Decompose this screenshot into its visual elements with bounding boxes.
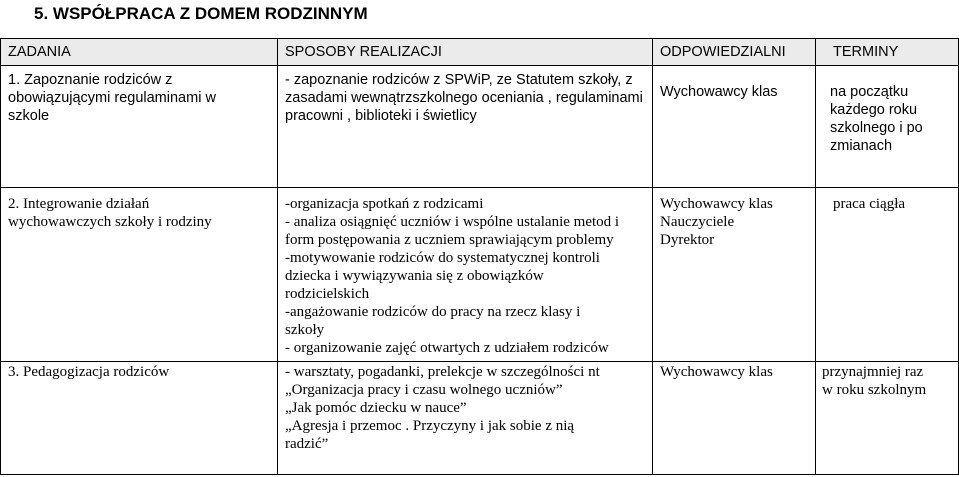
column-border <box>815 38 816 475</box>
section-title: 5. WSPÓŁPRACA Z DOMEM RODZINNYM <box>34 4 368 23</box>
row-1-zadanie <box>8 71 216 125</box>
cell-line: „Jak pomóc dziecku w nauce” <box>285 400 467 416</box>
cell-line: praca ciągła <box>833 196 906 212</box>
column-border <box>652 38 653 475</box>
header-zadania: ZADANIA <box>8 44 71 60</box>
cell-line: -angażowanie rodziców do pracy na rzecz klasy i <box>285 304 581 320</box>
cell-line: na początku <box>830 84 909 100</box>
cell-line: - organizowanie zajęć otwartych z udziałem rodziców <box>285 340 609 356</box>
cell-line: przynajmniej raz <box>822 364 924 380</box>
cell-line: wychowawczych szkoły i rodziny <box>8 214 212 230</box>
cell-line: Nauczyciele <box>660 214 735 230</box>
row-2-sposoby <box>285 195 619 357</box>
cell-line: „Agresja i przemoc . Przyczyny i jak sobie z nią <box>285 418 575 434</box>
cell-line: szkoły <box>285 322 325 338</box>
cell-line: Wychowawcy klas <box>660 364 773 380</box>
cell-line: obowiązującymi regulaminami w <box>8 90 216 106</box>
row-2-terminy <box>833 195 905 213</box>
cell-line: - warsztaty, pogadanki, prelekcje w szczególności nt <box>285 364 600 380</box>
row-3-terminy <box>822 363 926 399</box>
cell-line: - analiza osiągnięć uczniów i wspólne ustalanie metod i <box>285 214 620 230</box>
row-1-terminy <box>830 83 923 155</box>
cell-line: „Organizacja pracy i czasu wolnego uczniów” <box>285 382 563 398</box>
cell-line: w roku szkolnym <box>822 382 927 398</box>
cell-line: Dyrektor <box>660 232 715 248</box>
row-2-odpowiedzialni <box>660 195 773 249</box>
cell-line: -organizacja spotkań z rodzicami <box>285 196 484 212</box>
cell-line: radzić” <box>285 436 329 452</box>
cell-line: 3. Pedagogizacja rodziców <box>8 364 170 380</box>
cell-line: Wychowawcy klas <box>660 84 778 100</box>
cell-line: Wychowawcy klas <box>660 196 773 212</box>
cell-line: 2. Integrowanie działań <box>8 196 150 212</box>
cell-line: pracowni , biblioteki i świetlicy <box>285 108 477 124</box>
cell-line: zasadami wewnątrzszkolnego oceniania , regulaminami <box>285 90 643 106</box>
row-2-zadanie <box>8 195 212 231</box>
cell-line: każdego roku <box>830 102 918 118</box>
cell-line: 1. Zapoznanie rodziców z <box>8 72 173 88</box>
header-terminy: TERMINY <box>833 44 899 60</box>
cell-line: szkolnego i po <box>830 120 923 136</box>
cell-line: zmianach <box>830 138 893 154</box>
row-3-odpowiedzialni <box>660 363 773 381</box>
cell-line: szkole <box>8 108 50 124</box>
cell-line: form postępowania z uczniem sprawiającym problemy <box>285 232 614 248</box>
cell-line: dziecka i wywiązywania się z obowiązków <box>285 268 544 284</box>
header-sposoby: SPOSOBY REALIZACJI <box>285 44 442 60</box>
row-1-sposoby <box>285 71 643 125</box>
cell-line: - zapoznanie rodziców z SPWiP, ze Statutem szkoły, z <box>285 72 633 88</box>
column-border <box>277 38 278 475</box>
column-border <box>0 38 1 475</box>
cell-line: rodzicielskich <box>285 286 370 302</box>
row-3-zadanie <box>8 363 169 381</box>
header-odpowiedzialni: ODPOWIEDZIALNI <box>660 44 786 60</box>
cell-line: -motywowanie rodziców do systematycznej kontroli <box>285 250 600 266</box>
row-3-sposoby <box>285 363 600 453</box>
row-1-odpowiedzialni <box>660 83 778 101</box>
